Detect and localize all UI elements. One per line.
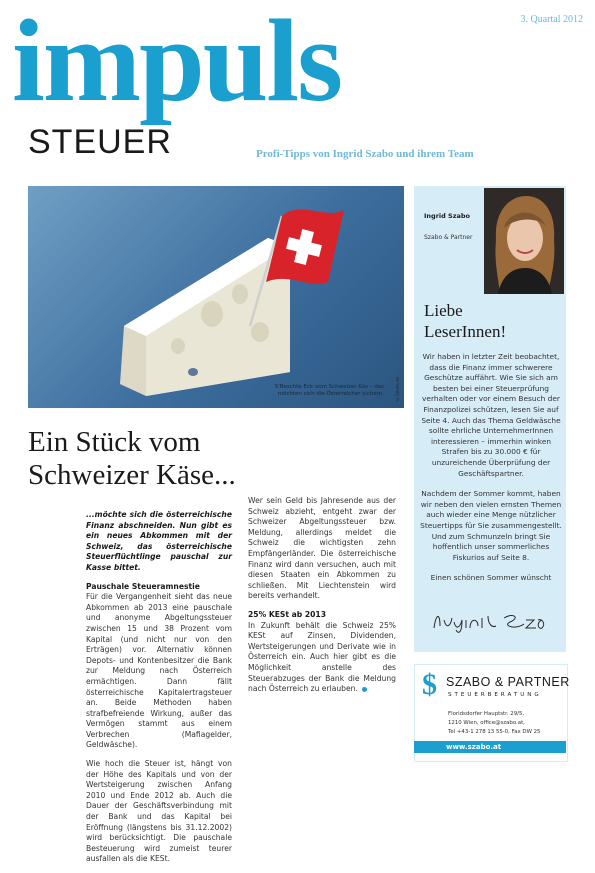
photo-credit: © fotolia.de	[395, 376, 400, 402]
address-line-3: Tel +43-1 278 13 55-0, Fax DW 25	[448, 729, 541, 735]
photo-caption: S'Beschte Eck vom Schweizer Käs – das möchten sich die Österreicher sichern.	[274, 384, 384, 397]
article-column-1	[86, 510, 232, 873]
sidebar-title-line-1: Liebe	[424, 301, 463, 320]
author-firm: Szabo & Partner	[424, 234, 473, 241]
address-line-1: Floridsdorfer Hauptstr. 29/5,	[448, 711, 525, 717]
sidebar-title-line-2: LeserInnen!	[424, 322, 507, 341]
firm-address	[448, 710, 564, 737]
issue-label: 3. Quartal 2012	[520, 14, 583, 25]
sidebar-title	[424, 300, 506, 342]
portrait-illustration	[484, 188, 564, 294]
cheese-flag-illustration	[28, 186, 404, 408]
headline-line-1: Ein Stück vom	[28, 426, 201, 458]
paragraph-2: Wie hoch die Steuer ist, hängt von der Höhe des Kapitals und von der Wertsteigerung zwischen Anfang 2010 und Ende 2012 ab. Auch die Dauer der Geschäftsverbindung mit der Bank und das Kapital bei Eröffnung (längstens bis 31.12.2002) wird berücksichtigt. Die pauschale Besteuerung wird zumeist teurer ausfallen als die KESt.	[86, 759, 232, 864]
masthead-brand: impuls	[12, 0, 342, 126]
end-dot-icon	[362, 687, 367, 692]
subheading-kest: 25% KESt ab 2013	[248, 609, 326, 619]
firm-name: SZABO & PARTNER	[446, 675, 570, 689]
cheese-flag-photo	[28, 186, 404, 408]
article-lead: ...möchte sich die österreichische Finanz abschneiden. Nun gibt es ein neues Abkommen mit der Schweiz, das österreichische Steuerflüchtlinge pauschal zur Kasse bittet.	[86, 510, 232, 572]
sidebar-paragraph-2: Nachdem der Sommer kommt, haben wir neben den vielen ernsten Themen auch wieder eine Menge nützlicher Steuertipps für Sie zusammengestellt. Und zum Schmunzeln bringt Sie hoffentlich unser sommerliches Fiskurios auf Seite 8.	[420, 489, 562, 562]
masthead-section: STEUER	[28, 123, 172, 161]
sidebar-paragraph-1: Wir haben in letzter Zeit beobachtet, dass die Finanz immer schwerere Geschütze auffährt. Wie Sie sich am besten bei einer Steuerprüfung verhalten oder vor einem Besuch der Finanzpolizei schützen, lesen Sie auf Seite 4. Auch das Thema Geldwäsche sollte ehrliche UnternehmerInnen interessieren – immerhin winken Strafen bis zu 30.000 € für unzureichende Überprüfung der Geschäftspartner.	[421, 352, 561, 478]
author-portrait	[484, 188, 564, 294]
paragraph-4: In Zukunft behält die Schweiz 25% KESt auf Zinsen, Dividenden, Wertsteigerungen und Derivate wie in Österreich ein. Auch hier gibt es die Möglichkeit anstelle des Steuerabzuges der Bank die Meldung nach Österreich zu erlauben.	[248, 620, 396, 694]
subheading-amnesty: Pauschale Steueramnestie	[86, 581, 200, 591]
sidebar-closing: Einen schönen Sommer wünscht	[430, 573, 552, 583]
signature-graphic	[430, 608, 550, 634]
author-signature	[430, 608, 550, 638]
website-link[interactable]: www.szabo.at	[446, 743, 502, 751]
firm-logo-icon: $	[422, 668, 437, 701]
masthead-tagline: Profi-Tipps von Ingrid Szabo und ihrem Team	[256, 148, 474, 160]
firm-subtitle: STEUERBERATUNG	[448, 692, 542, 698]
address-line-2: 1210 Wien, office@szabo.at,	[448, 720, 525, 726]
article-column-2	[248, 496, 396, 703]
sidebar-letter	[420, 352, 562, 594]
article-headline	[28, 426, 398, 492]
paragraph-1: Für die Vergangenheit sieht das neue Abkommen ab 2013 eine pauschale und anonyme Abgeltungssteuer zwischen 15 und 38 Prozent vom Kapital (und nicht nur von den Erträgen) vor. Alternativ können Depots- und Kontenbesitzer die Bank zur Meldung nach Österreich ermächtigen. Dann fällt österreichische Kapitalertragsteuer an. Beide Methoden haben strafbefreiende Wirkung, außer das Vermögen stammt aus einem Verbrechen (Mafiagelder, Geldwäsche).	[86, 592, 232, 750]
paragraph-4-wrap	[248, 621, 396, 695]
headline-line-2: Schweizer Käse...	[28, 459, 236, 491]
author-name: Ingrid Szabo	[424, 212, 471, 220]
paragraph-3: Wer sein Geld bis Jahresende aus der Schweiz abzieht, entgeht zwar der Schweizer Abgeltungssteuer bzw. Meldung, allerdings meldet die Schweiz die wichtigsten zehn Empfängerländer. Die österreichische Finanz wird dann versuchen, auch mit diesen Staaten ein Abkommen zu schließen. Mit Liechtenstein wird bereits verhandelt.	[248, 496, 396, 601]
